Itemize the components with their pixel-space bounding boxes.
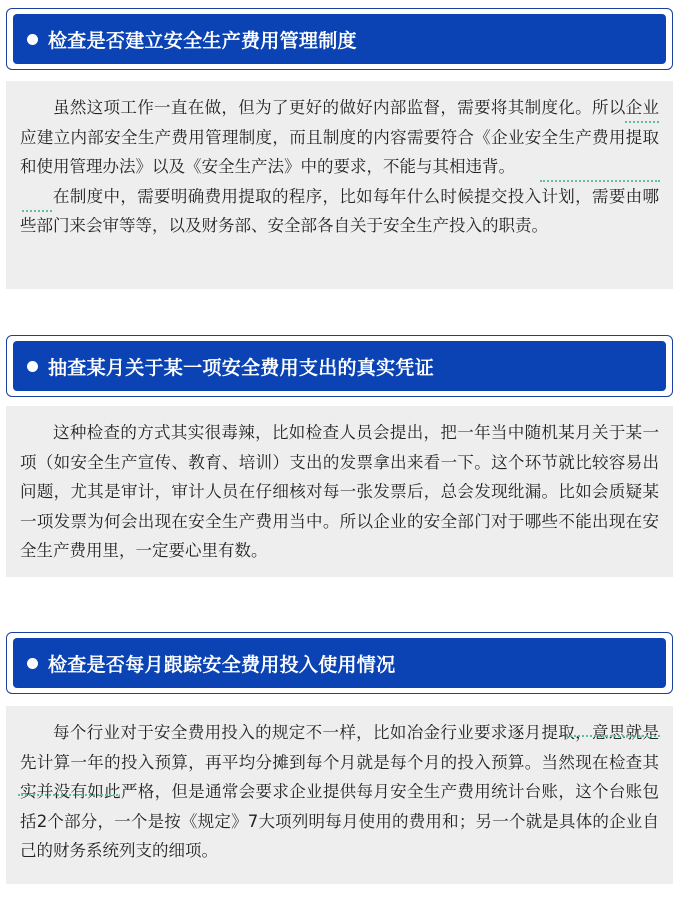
paragraph: 每个行业对于安全费用投入的规定不一样，比如冶金行业要求逐月提取，意思就是先计算一年的投入预算，再平均分摊到每个月就是每个月的投入预算。当然现在检查其实并没有如此严格，但是通常会要求企业提供每月安全生产费用统计台账，这个台账包括2个部分，一个是按《规定》7大项列明每月使用的费用和；另一个就是具体的企业自己的财务系统列支的细项。 [20,723,659,860]
section-header-bar [13,638,666,688]
dotted-underline [22,210,52,212]
section-header-bar [13,341,666,391]
paragraph: 这种检查的方式其实很毒辣，比如检查人员会提出，把一年当中随机某月关于某一项（如安全生产宣传、教育、培训）支出的发票拿出来看一下。这个环节就比较容易出问题，尤其是审计，审计人员在仔细核对每一张发票后，总会发现纰漏。比如会质疑某一项发票为何会出现在安全生产费用当中。所以企业的安全部门对于哪些不能出现在安全生产费用里，一定要心里有数。 [20,423,659,560]
bullet-icon [27,361,38,372]
section-body [6,81,673,289]
section-title: 抽查某月关于某一项安全费用支出的真实凭证 [48,356,435,379]
section-body [6,406,673,577]
section-header-frame [6,8,673,70]
section-header-frame [6,335,673,397]
bullet-icon [27,658,38,669]
section-header-frame [6,632,673,694]
bullet-icon [27,34,38,45]
section-header-bar [13,14,666,64]
paragraph: 在制度中，需要明确费用提取的程序，比如每年什么时候提交投入计划，需要由哪些部门来会审等等，以及财务部、安全部各自关于安全生产投入的职责。 [20,186,659,235]
section-title: 检查是否每月跟踪安全费用投入使用情况 [48,653,396,676]
dotted-underline [625,121,659,123]
dotted-underline [566,735,660,737]
section-title: 检查是否建立安全生产费用管理制度 [48,29,357,52]
paragraph: 虽然这项工作一直在做，但为了更好的做好内部监督，需要将其制度化。所以企业应建立内部安全生产费用管理制度，而且制度的内容需要符合《企业安全生产费用提取和使用管理办法》以及《安全生产法》中的要求，不能与其相违背。 [20,98,659,176]
dotted-underline [18,794,118,796]
dotted-underline [540,180,660,182]
